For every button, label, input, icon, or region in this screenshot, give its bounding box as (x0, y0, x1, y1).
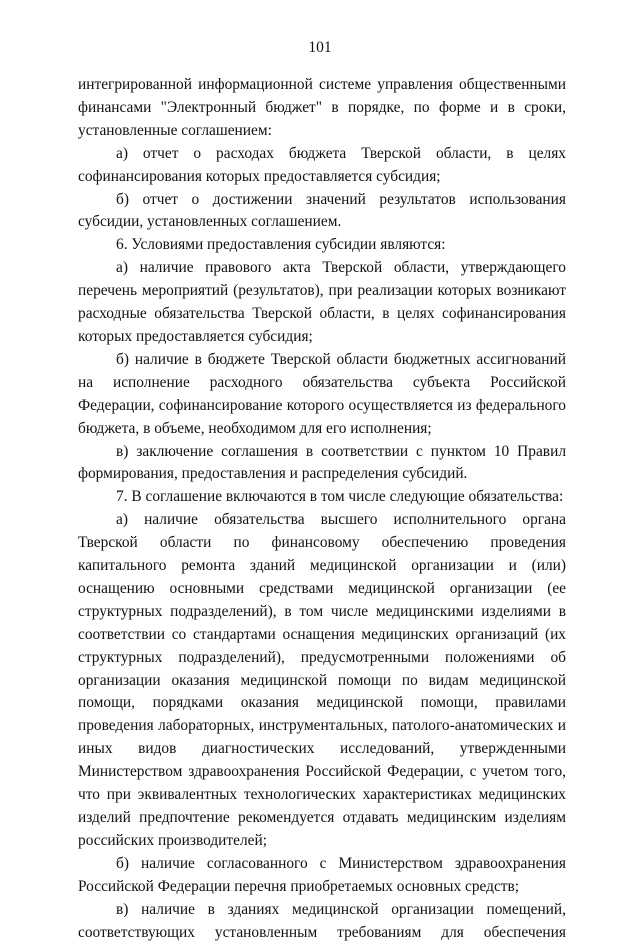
paragraph-item-5b: б) отчет о достижении значений результатов использования субсидии, установленных соглашением. (78, 190, 566, 231)
paragraph-item-6a: а) наличие правового акта Тверской области, утверждающего перечень мероприятий (результатов), при реализации которых возникают расходные обязательства Тверской области, в целях софинансирования которых предоставляется субсидия; (78, 259, 566, 345)
paragraph-continuation: интегрированной информационной системе управления общественными финансами "Электронный бюджет" в порядке, по форме и в сроки, установленные соглашением: (78, 76, 566, 139)
paragraph-item-6c: в) заключение соглашения в соответствии с пунктом 10 Правил формирования, предоставления и распределения субсидий. (78, 442, 566, 483)
paragraph-item-6b: б) наличие в бюджете Тверской области бюджетных ассигнований на исполнение расходного обязательства субъекта Российской Федерации, софинансирование которого осуществляется из федерального бюджета, в объеме, необходимом для его исполнения; (78, 350, 566, 437)
paragraph-item-7a: а) наличие обязательства высшего исполнительного органа Тверской области по финансовому обеспечению проведения капитального ремонта зданий медицинской организации и (или) оснащению основными средствами медицинской организации (ее структурных подразделений), в том числе медицинскими изделиями в соответствии со стандартами оснащения медицинских организаций (их структурных подразделений), предусмотренными положениями об организации оказания медицинской помощи по видам медицинской помощи, порядками оказания медицинской помощи, правилами проведения лабораторных, инструментальных, патолого-анатомических и иных видов диагностических исследований, утвержденными Министерством здравоохранения Российской Федерации, с учетом того, что при эквивалентных технологических характеристиках медицинских изделий предпочтение рекомендуется отдавать медицинским изделиям российских производителей; (78, 511, 566, 849)
paragraph-item-5a: а) отчет о расходах бюджета Тверской области, в целях софинансирования которых предоставляется субсидия; (78, 144, 566, 185)
paragraph-item-7c: в) наличие в зданиях медицинской организации помещений, соответствующих установленным требованиям для обеспечения (78, 900, 566, 941)
document-body (78, 74, 566, 944)
paragraph-item-7b: б) наличие согласованного с Министерством здравоохранения Российской Федерации перечня приобретаемых основных средств; (78, 854, 566, 895)
page-number: 101 (308, 39, 332, 56)
paragraph-clause-7: 7. В соглашение включаются в том числе следующие обязательства: (116, 488, 564, 506)
paragraph-clause-6: 6. Условиями предоставления субсидии являются: (116, 236, 446, 254)
